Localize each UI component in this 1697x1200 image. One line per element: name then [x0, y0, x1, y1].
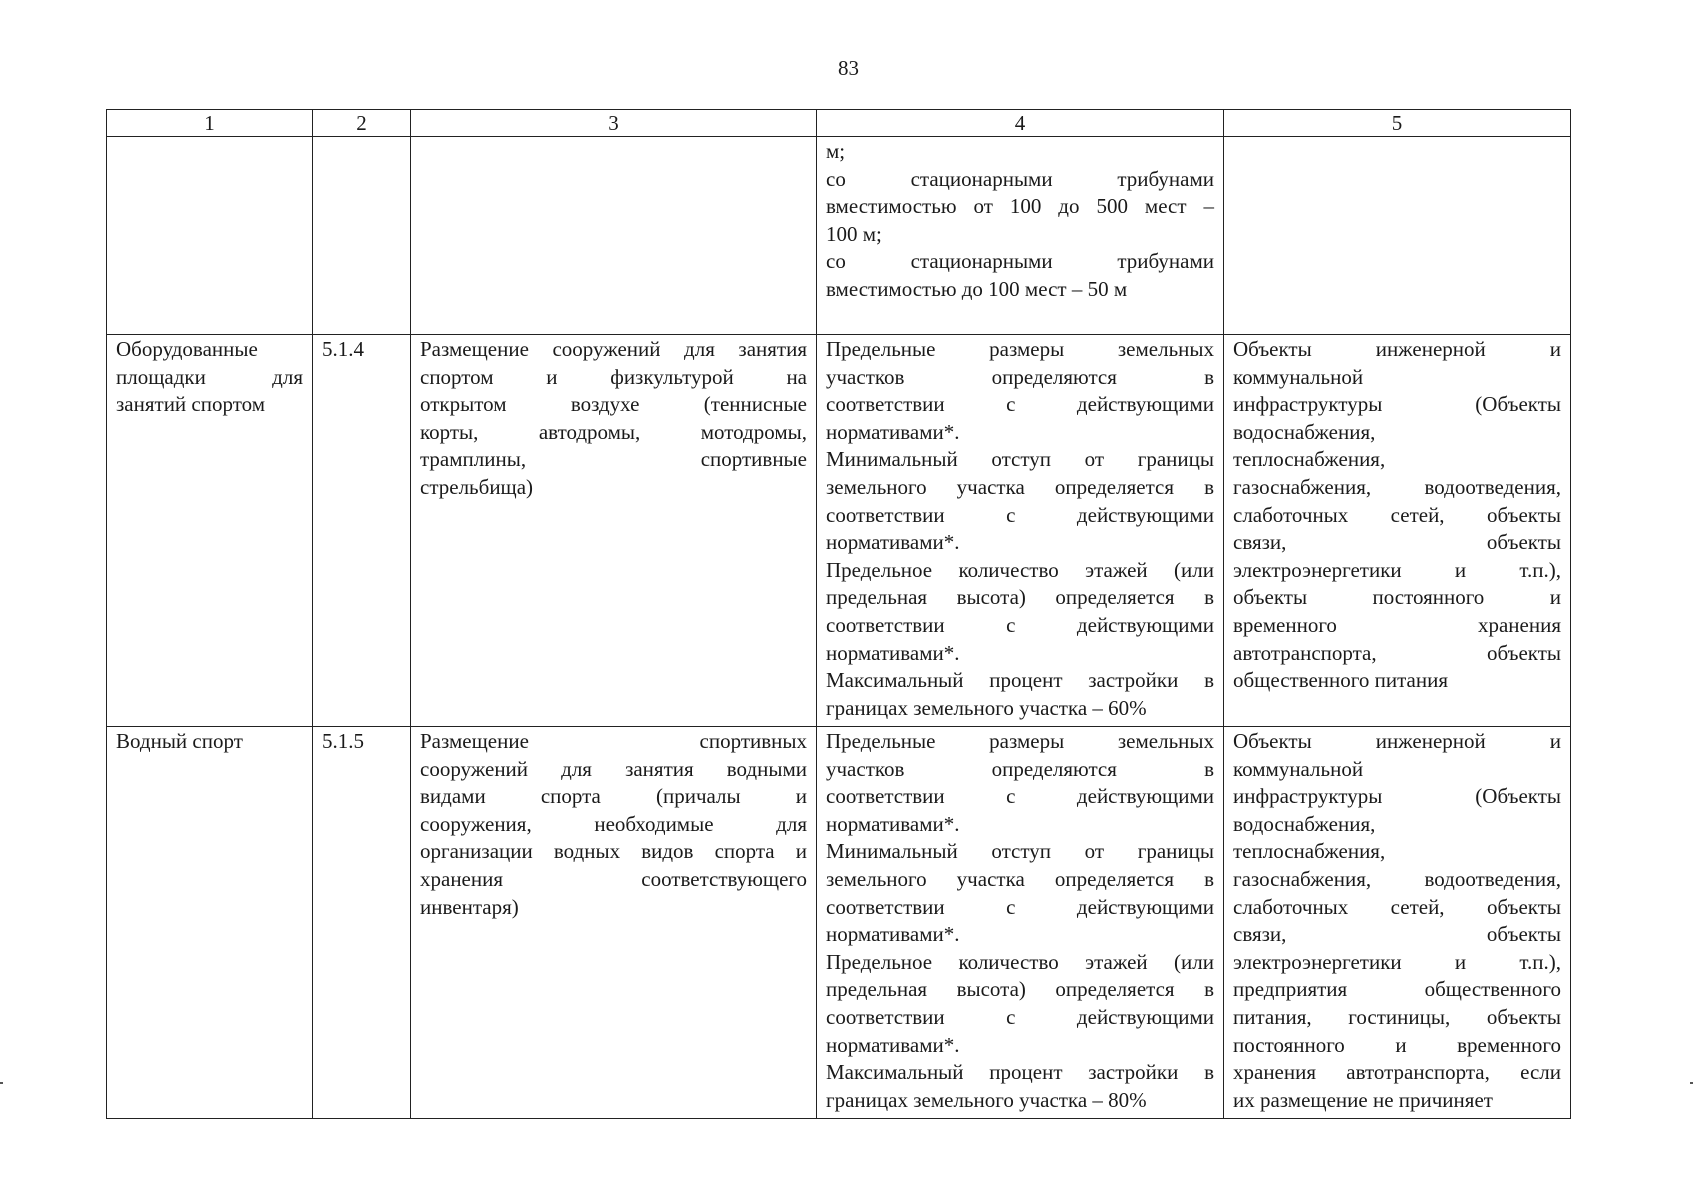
header-col-2: 2	[313, 110, 411, 137]
cell-text-line: открытом воздухе (теннисные	[420, 392, 807, 417]
cell-empty	[411, 137, 817, 335]
cell-text-line: Предельные размеры земельных	[826, 729, 1214, 753]
cell-text-line: инфраструктуры (Объекты	[1233, 784, 1561, 809]
cell-text-line: Предельные размеры земельных	[826, 337, 1214, 361]
land-use-table	[106, 109, 1571, 1119]
header-row	[107, 110, 1571, 137]
cell-text-line: связи, объекты	[1233, 922, 1561, 947]
cell-description	[411, 335, 817, 727]
cell-text-line: теплоснабжения,	[1233, 447, 1386, 472]
cell-text-line: Размещение спортивных	[420, 729, 807, 753]
cell-code: 5.1.5	[313, 727, 411, 1119]
cell-text-line: связи, объекты	[1233, 530, 1561, 555]
cell-text-line: видами спорта (причалы и	[420, 784, 807, 809]
cell-text-line: соответствии с действующими	[826, 894, 1214, 919]
cell-text-line: теплоснабжения,	[1233, 839, 1386, 864]
cell-text-line: Минимальный отступ от границы	[826, 839, 1214, 864]
header-col-1: 1	[107, 110, 313, 137]
cell-text-line: вместимостью от 100 до 500 мест –	[826, 194, 1214, 219]
cell-text-line: участков определяются в	[826, 364, 1214, 389]
cell-text-line: электроэнергетики и т.п.),	[1233, 557, 1561, 582]
cell-text-line: границах земельного участка – 80%	[826, 1087, 1147, 1112]
cell-text-line: инвентаря)	[420, 894, 519, 919]
cell-text-line: объекты постоянного и	[1233, 585, 1561, 610]
cell-code: 5.1.4	[313, 335, 411, 727]
cell-text-line: газоснабжения, водоотведения,	[1233, 474, 1561, 499]
header-col-4: 4	[817, 110, 1224, 137]
cell-text-line: стрельбища)	[420, 474, 534, 499]
cell-text-line: газоснабжения, водоотведения,	[1233, 866, 1561, 891]
cell-text-line: коммунальной	[1233, 756, 1364, 781]
table-row-continuation	[107, 137, 1571, 335]
cell-use-name	[107, 727, 313, 1119]
cell-text-line: водоснабжения,	[1233, 419, 1376, 444]
table-row	[107, 727, 1571, 1119]
cell-text-line: Водный спорт	[116, 729, 243, 753]
cell-text-line: их размещение не причиняет	[1233, 1087, 1493, 1112]
cell-text-line: нормативами*.	[826, 530, 960, 555]
cell-text-line: хранения соответствующего	[420, 866, 807, 891]
cell-empty	[1224, 137, 1571, 335]
cell-text-line: сооружений для занятия водными	[420, 756, 807, 781]
cell-text-line: коммунальной	[1233, 364, 1364, 389]
cell-text-line: постоянного и временного	[1233, 1032, 1561, 1057]
cell-text-line: инфраструктуры (Объекты	[1233, 392, 1561, 417]
cell-text-line: нормативами*.	[826, 922, 960, 947]
cell-text-line: вместимостью до 100 мест – 50 м	[826, 276, 1128, 301]
cell-parameters-continued	[817, 137, 1224, 335]
cell-use-name	[107, 335, 313, 727]
cell-parameters	[817, 727, 1224, 1119]
cell-text-line: нормативами*.	[826, 1032, 960, 1057]
cell-text-line: общественного питания	[1233, 668, 1448, 693]
cell-text-line: временного хранения	[1233, 612, 1561, 637]
cell-text-line: трамплины, спортивные	[420, 447, 807, 472]
table-row	[107, 335, 1571, 727]
cell-text-line: занятий спортом	[116, 392, 265, 417]
cell-text-line: соответствии с действующими	[826, 392, 1214, 417]
cell-text-line: электроэнергетики и т.п.),	[1233, 949, 1561, 974]
cell-text-line: предельная высота) определяется в	[826, 585, 1214, 610]
cell-text-line: Максимальный процент застройки в	[826, 668, 1214, 693]
header-col-5: 5	[1224, 110, 1571, 137]
cell-text-line: соответствии с действующими	[826, 502, 1214, 527]
cell-text-line: соответствии с действующими	[826, 1004, 1214, 1029]
cell-text-line: границах земельного участка – 60%	[826, 695, 1147, 720]
cell-text-line: нормативами*.	[826, 640, 960, 665]
cell-text-line: со стационарными трибунами	[826, 249, 1214, 274]
cell-text-line: земельного участка определяется в	[826, 866, 1214, 891]
cell-text-line: предприятия общественного	[1233, 977, 1561, 1002]
cell-text-line: предельная высота) определяется в	[826, 977, 1214, 1002]
cell-auxiliary-uses	[1224, 335, 1571, 727]
cell-text-line: со стационарными трибунами	[826, 166, 1214, 191]
cell-text-line: Размещение сооружений для занятия	[420, 337, 807, 361]
cell-text-line: нормативами*.	[826, 811, 960, 836]
cell-text-line: Объекты инженерной и	[1233, 337, 1561, 361]
cell-text-line: участков определяются в	[826, 756, 1214, 781]
cell-text-line: соответствии с действующими	[826, 612, 1214, 637]
cell-text-line: спортом и физкультурой на	[420, 364, 807, 389]
cell-empty	[107, 137, 313, 335]
cell-text-line: 100 м;	[826, 221, 882, 246]
scan-mark	[1690, 1082, 1693, 1084]
cell-text-line: Оборудованные	[116, 337, 258, 361]
cell-text-line: корты, автодромы, мотодромы,	[420, 419, 807, 444]
cell-text-line: слаботочных сетей, объекты	[1233, 502, 1561, 527]
cell-text-line: нормативами*.	[826, 419, 960, 444]
cell-text-line: питания, гостиницы, объекты	[1233, 1004, 1561, 1029]
cell-text-line: Предельное количество этажей (или	[826, 949, 1214, 974]
cell-text-line: хранения автотранспорта, если	[1233, 1060, 1561, 1085]
cell-text-line: организации водных видов спорта и	[420, 839, 807, 864]
cell-text-line: водоснабжения,	[1233, 811, 1376, 836]
cell-text-line: земельного участка определяется в	[826, 474, 1214, 499]
cell-text-line: сооружения, необходимые для	[420, 811, 807, 836]
cell-text-line: Предельное количество этажей (или	[826, 557, 1214, 582]
header-col-3: 3	[411, 110, 817, 137]
cell-text-line: соответствии с действующими	[826, 784, 1214, 809]
cell-text-line: Объекты инженерной и	[1233, 729, 1561, 753]
cell-text-line: площадки для	[116, 364, 303, 389]
cell-auxiliary-uses	[1224, 727, 1571, 1119]
cell-empty	[313, 137, 411, 335]
cell-description	[411, 727, 817, 1119]
scan-mark	[0, 1082, 3, 1084]
cell-parameters	[817, 335, 1224, 727]
cell-text-line: м;	[826, 139, 846, 163]
cell-text-line: автотранспорта, объекты	[1233, 640, 1561, 665]
cell-text-line: Максимальный процент застройки в	[826, 1060, 1214, 1085]
page-number: 83	[838, 56, 859, 80]
cell-text-line: слаботочных сетей, объекты	[1233, 894, 1561, 919]
cell-text-line: Минимальный отступ от границы	[826, 447, 1214, 472]
